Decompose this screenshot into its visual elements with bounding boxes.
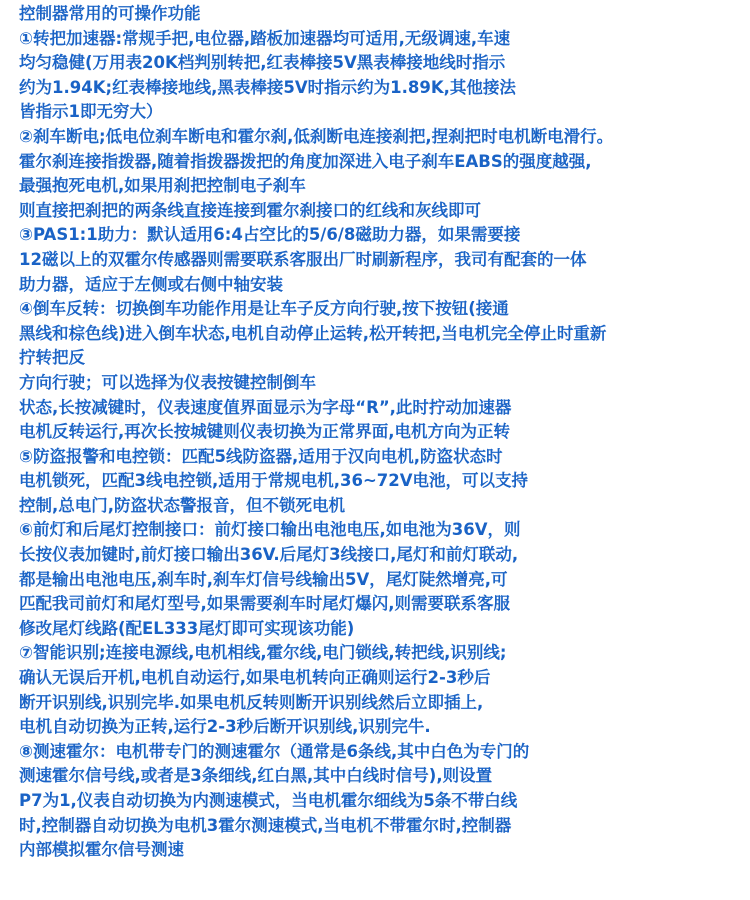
text-line: ⑦智能识别;连接电源线,电机相线,霍尔线,电门锁线,转把线,识别线; [19, 643, 507, 663]
text-line: 控制,总电门,防盗状态警报音，但不锁死电机 [19, 495, 346, 515]
text-line: ⑧测速霍尔：电机带专门的测速霍尔（通常是6条线,其中白色为专门的 [19, 741, 530, 761]
text-line: 助力器，适应于左侧或右侧中轴安装 [19, 274, 283, 294]
text-line: 电机反转运行,再次长按城键则仪表切换为正常界面,电机方向为正转 [19, 422, 511, 442]
text-line: 最强抱死电机,如果用刹把控制电子刹车 [19, 176, 306, 196]
text-line: 12磁以上的双霍尔传感器则需要联系客服出厂时刷新程序，我司有配套的一体 [19, 249, 587, 269]
text-line: ⑤防盗报警和电控锁：匹配5线防盗器,适用于汉向电机,防盗状态时 [19, 446, 503, 466]
text-line: 时,控制器自动切换为电机3霍尔测速模式,当电机不带霍尔时,控制器 [19, 815, 512, 835]
text-line: 匹配我司前灯和尾灯型号,如果需要刹车时尾灯爆闪,则需要联系客服 [19, 594, 511, 614]
text-line: ⑥前灯和后尾灯控制接口：前灯接口输出电池电压,如电池为36V，则 [19, 520, 521, 540]
text-line: 测速霍尔信号线,或者是3条细线,红白黑,其中白线时信号),则设置 [19, 766, 493, 786]
text-line: 则直接把刹把的两条线直接连接到霍尔刹接口的红线和灰线即可 [19, 200, 481, 220]
text-line: 皆指示1即无穷大） [19, 102, 163, 122]
text-line: 霍尔刹连接指拨器,随着指拨器拨把的角度加深进入电子刹车EABS的强度越强, [19, 151, 592, 171]
document-title: 控制器常用的可操作功能 [19, 4, 201, 23]
text-line: 状态,长按减键时，仪表速度值界面显示为字母“R”,此时拧动加速器 [19, 397, 512, 417]
text-line: P7为1,仪表自动切换为内测速模式，当电机霍尔细线为5条不带白线 [19, 791, 518, 810]
text-line: 长按仪表加键时,前灯接口输出36V.后尾灯3线接口,尾灯和前灯联动, [19, 545, 519, 565]
text-line: 修改尾灯线路(配EL333尾灯即可实现该功能) [19, 618, 355, 638]
text-line: 黑线和棕色线)进入倒车状态,电机自动停止运转,松开转把,当电机完全停止时重新 [19, 323, 607, 343]
text-line: 约为1.94K;红表棒接地线,黑表棒接5V时指示约为1.89K,其他接法 [19, 77, 516, 97]
text-line: 拧转把反 [19, 348, 85, 368]
text-line: 内部模拟霍尔信号测速 [19, 840, 184, 860]
text-line: ①转把加速器:常规手把,电位器,踏板加速器均可适用,无级调速,车速 [19, 28, 511, 48]
text-line: 断开识别线,识别完毕.如果电机反转则断开识别线然后立即插上, [19, 692, 484, 712]
text-line: 方向行驶；可以选择为仪表按键控制倒车 [19, 372, 316, 392]
text-line: 电机锁死，匹配3线电控锁,适用于常规电机,36~72V电池，可以支持 [19, 471, 529, 491]
text-line: ②刹车断电;低电位刹车断电和霍尔刹,低刹断电连接刹把,捏刹把时电机断电滑行。 [19, 126, 614, 146]
text-line: 都是输出电池电压,刹车时,刹车灯信号线输出5V，尾灯陡然增亮,可 [19, 569, 508, 589]
text-line: ④倒车反转：切换倒车功能作用是让车子反方向行驶,按下按钮(接通 [19, 299, 509, 319]
text-line: ③PAS1:1助力：默认适用6:4占空比的5/6/8磁助力器，如果需要接 [19, 225, 521, 245]
text-line: 电机自动切换为正转,运行2-3秒后断开识别线,识别完牛. [19, 717, 431, 737]
text-line: 确认无误后开机,电机自动运行,如果电机转向正确则运行2-3秒后 [19, 668, 491, 688]
text-line: 均匀稳健(万用表20K档判别转把,红表棒接5V黑表棒接地线时指示 [19, 53, 506, 73]
